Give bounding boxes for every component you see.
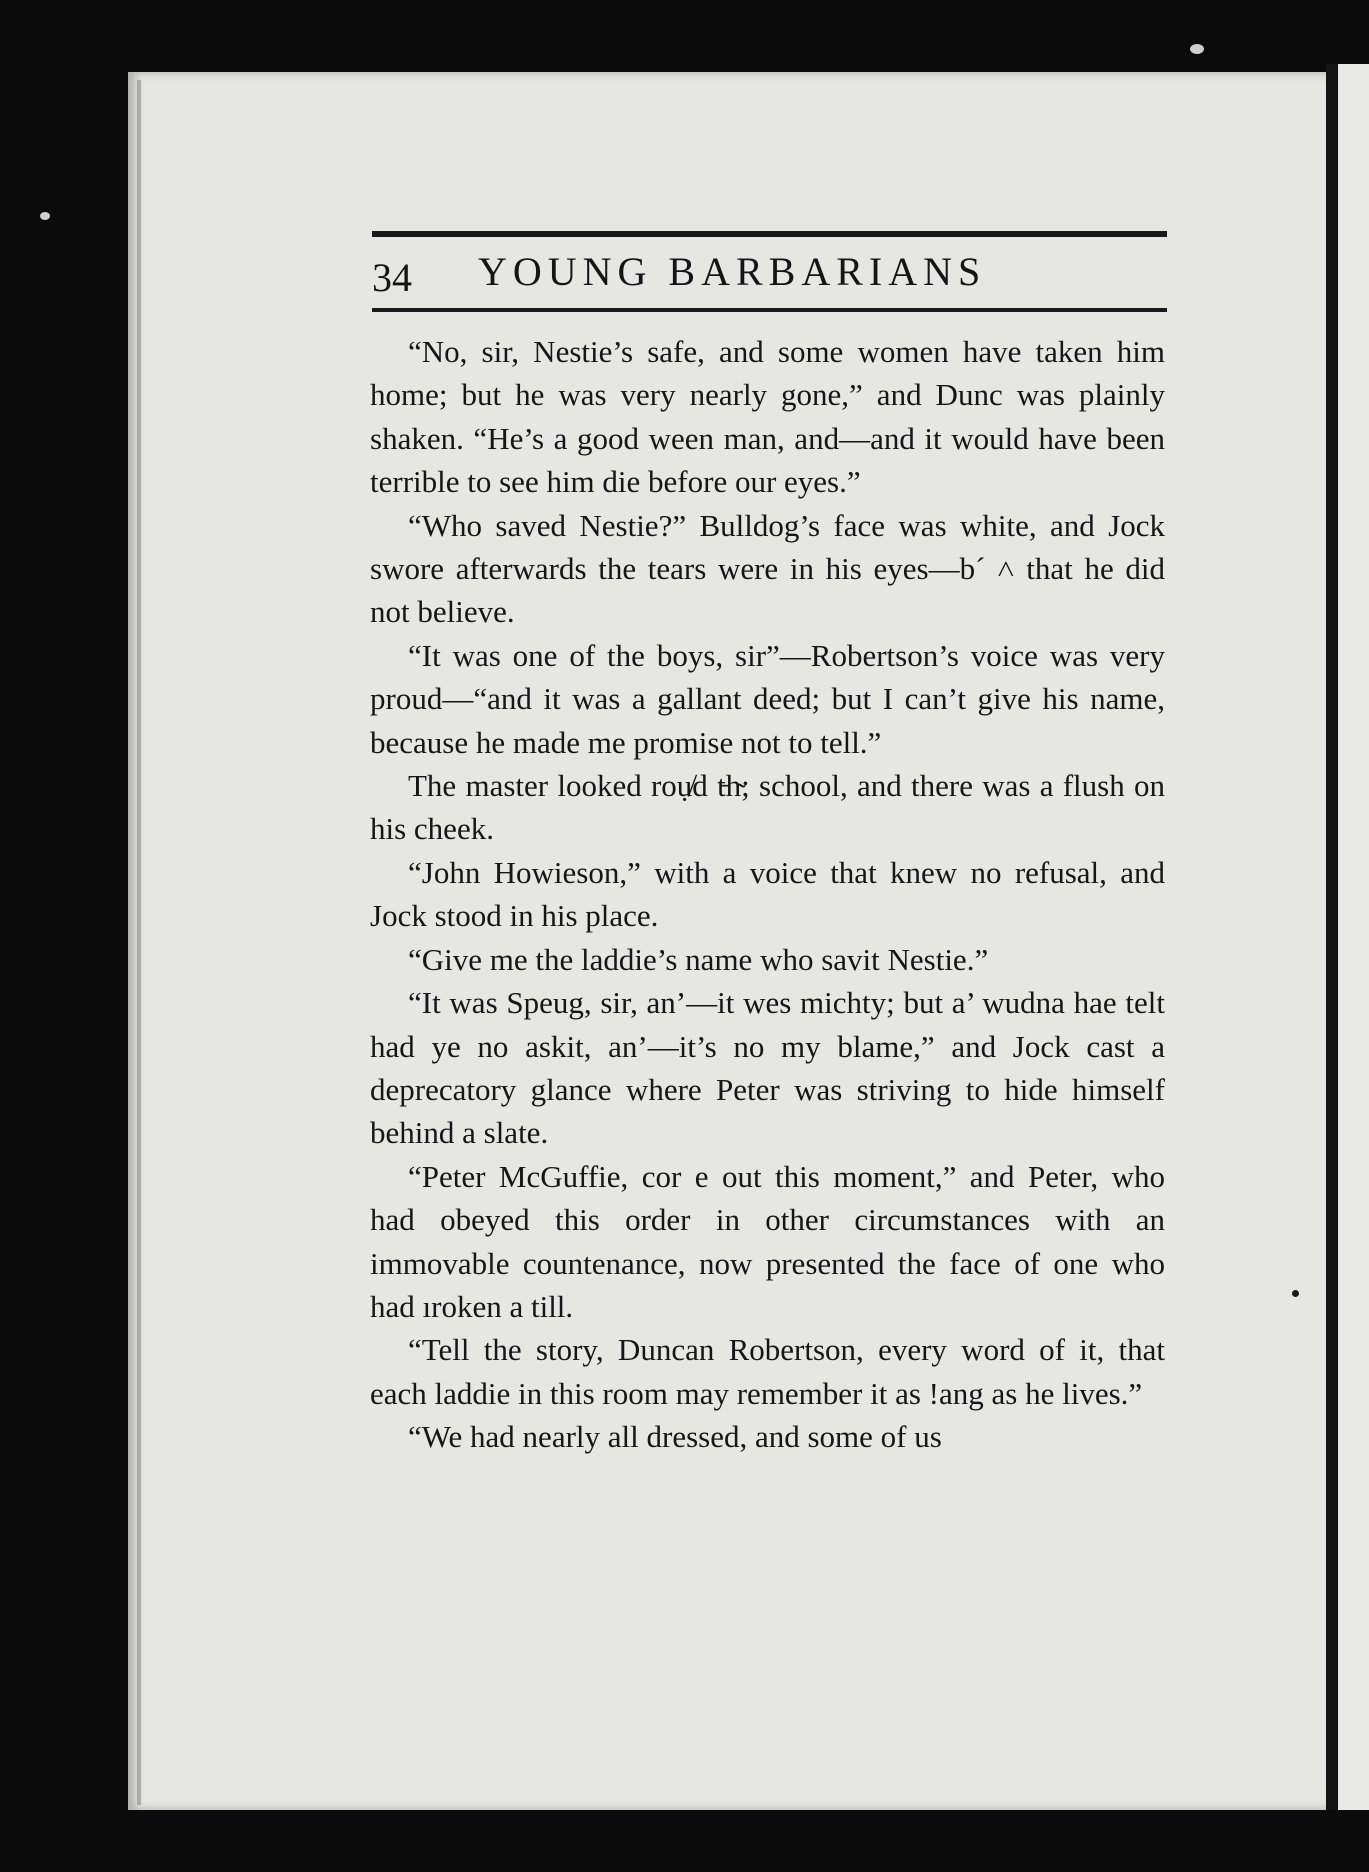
scan-bottom-border [0, 1810, 1369, 1872]
scan-speck [1292, 1290, 1299, 1297]
adjacent-page-strip [1338, 64, 1369, 1814]
paragraph: “Give me the laddie’s name who savit Nestie.” [408, 941, 989, 977]
page-right-edge [1326, 64, 1338, 1814]
paragraph: “It was one of the boys, sir”—Robertson’s voice was very proud—“and it was a gallant deed; but I can’t give his name, because he made me promise not to tell.” [370, 637, 1165, 760]
body-text [370, 330, 1165, 1459]
page-number: 34 [372, 255, 412, 300]
scan-speck [40, 212, 50, 220]
page-gutter-shadow [137, 80, 141, 1805]
paragraph: “John Howieson,” with a voice that knew no refusal, and Jock stood in his place. [370, 854, 1165, 934]
scan-speck [1190, 44, 1204, 54]
paragraph: “Who saved Nestie?” Bulldog’s face was white, and Jock swore afterwards the tears were in his eyes—b´ ˄ that he did not believe. [370, 507, 1165, 630]
header-rule-bottom [372, 308, 1167, 312]
paragraph: “Tell the story, Duncan Robertson, every word of it, that each laddie in this room may remember it as !ang as he lives.” [370, 1332, 1165, 1411]
paragraph: The master looked roụ̸d t̵h̴; school, and there was a flush on his cheek. [370, 768, 1165, 847]
paragraph: “Peter McGuffie, cor e out this moment,” and Peter, who had obeyed this order in other circumstances with an immovable countenance, now presented the face of one who had ıroken a till. [370, 1158, 1165, 1324]
paragraph: “We had nearly all dressed, and some of us [408, 1419, 942, 1455]
paragraph: “No, sir, Nestie’s safe, and some women have taken him home; but he was very nearly gone,” and Dunc was plainly shaken. “He’s a good ween man, and—and it would have been terrible to see him die before our eyes.” [370, 334, 1165, 500]
running-title: YOUNG BARBARIANS [478, 249, 987, 294]
paragraph: “It was Speug, sir, an’—it wes michty; but a’ wudna hae telt had ye no askit, an’—it’s no my blame,” and Jock cast a deprecatory glance where Peter was striving to hide himself behind a slate. [370, 985, 1165, 1151]
header-rule-top [372, 231, 1167, 237]
